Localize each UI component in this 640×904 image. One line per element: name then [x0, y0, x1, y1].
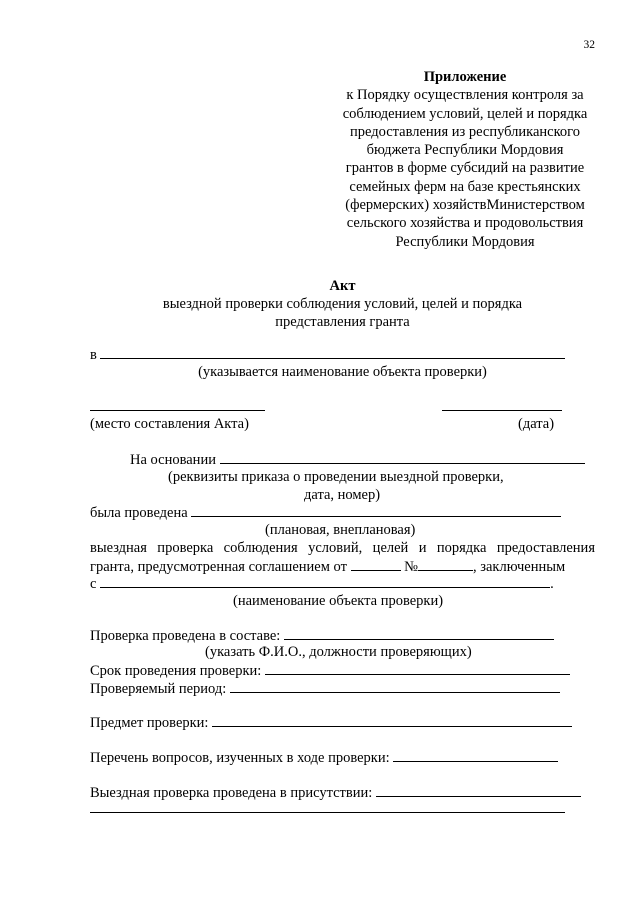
- place-row: [90, 397, 265, 416]
- basis-hint-line-1: (реквизиты приказа о проведении выездной проверки,: [168, 469, 504, 485]
- act-title: Акт: [329, 278, 356, 294]
- appendix-heading: Приложение: [423, 69, 507, 85]
- object-row: [90, 345, 565, 364]
- appendix-line: (фермерских) хозяйствМинистерством: [345, 197, 585, 214]
- term-row: [90, 661, 570, 680]
- with-suffix: .: [550, 576, 554, 592]
- appendix-line: к Порядку осуществления контроля за: [346, 87, 584, 104]
- appendix-line: соблюдением условий, целей и порядка: [342, 105, 588, 122]
- appendix-line: Республики Мордовия: [395, 233, 535, 250]
- place-field[interactable]: [90, 397, 265, 411]
- period-label: Проверяемый период:: [90, 681, 227, 697]
- conducted-type-field[interactable]: [191, 503, 561, 517]
- subject-field[interactable]: [212, 713, 572, 727]
- type-hint: (плановая, внеплановая): [265, 522, 416, 538]
- appendix-line: семейных ферм на базе крестьянских: [349, 178, 581, 195]
- basis-label: На основании: [130, 452, 216, 468]
- composition-label: Проверка проведена в составе:: [90, 628, 281, 644]
- appendix-line: предоставления из республиканского: [349, 123, 581, 140]
- questions-label: Перечень вопросов, изученных в ходе проверки:: [90, 750, 390, 766]
- date-hint: (дата): [518, 416, 555, 432]
- date-row: [442, 397, 562, 416]
- page-number: 32: [583, 39, 595, 51]
- appendix-line: сельского хозяйства и продовольствия: [346, 215, 584, 232]
- questions-row: [90, 748, 558, 767]
- act-subtitle-line-1: выездной проверки соблюдения условий, целей и порядка: [162, 296, 523, 312]
- composition-hint: (указать Ф.И.О., должности проверяющих): [205, 644, 472, 660]
- with-row: [90, 574, 554, 593]
- appendix-line: грантов в форме субсидий на развитие: [345, 160, 585, 177]
- basis-row: [130, 450, 585, 469]
- basis-field[interactable]: [220, 450, 585, 464]
- object-name-hint: (наименование объекта проверки): [233, 593, 444, 609]
- term-field[interactable]: [265, 661, 570, 675]
- composition-field[interactable]: [284, 626, 554, 640]
- subject-row: [90, 713, 572, 732]
- in-prefix: в: [90, 347, 97, 363]
- questions-field[interactable]: [393, 748, 558, 762]
- number-sign: №: [404, 559, 419, 575]
- presence-field[interactable]: [376, 783, 581, 797]
- with-object-field[interactable]: [100, 574, 550, 588]
- agreement-text: гранта, предусмотренная соглашением от: [90, 559, 347, 575]
- term-label: Срок проведения проверки:: [90, 663, 262, 679]
- paragraph-line-1: выездная проверка соблюдения условий, целей и порядка предоставления: [90, 540, 595, 556]
- presence-continuation: [90, 799, 565, 818]
- with-prefix: с: [90, 576, 97, 592]
- presence-field-continuation[interactable]: [90, 799, 565, 813]
- conducted-label: была проведена: [90, 505, 188, 521]
- presence-label: Выездная проверка проведена в присутствии:: [90, 785, 373, 801]
- agreement-number-field[interactable]: [418, 557, 473, 571]
- appendix-line: бюджета Республики Мордовия: [366, 142, 564, 159]
- subject-label: Предмет проверки:: [90, 715, 209, 731]
- conducted-row: [90, 503, 561, 522]
- agreement-date-field[interactable]: [351, 557, 401, 571]
- place-hint: (место составления Акта): [90, 416, 249, 432]
- object-field[interactable]: [100, 345, 565, 359]
- act-subtitle-line-2: представления гранта: [275, 314, 410, 330]
- basis-hint-line-2: дата, номер): [304, 487, 381, 503]
- period-field[interactable]: [230, 679, 560, 693]
- concluded-text: , заключенным: [473, 559, 566, 575]
- object-hint: (указывается наименование объекта проверки): [198, 364, 487, 380]
- period-row: [90, 679, 560, 698]
- appendix-block: [330, 68, 600, 251]
- date-field[interactable]: [442, 397, 562, 411]
